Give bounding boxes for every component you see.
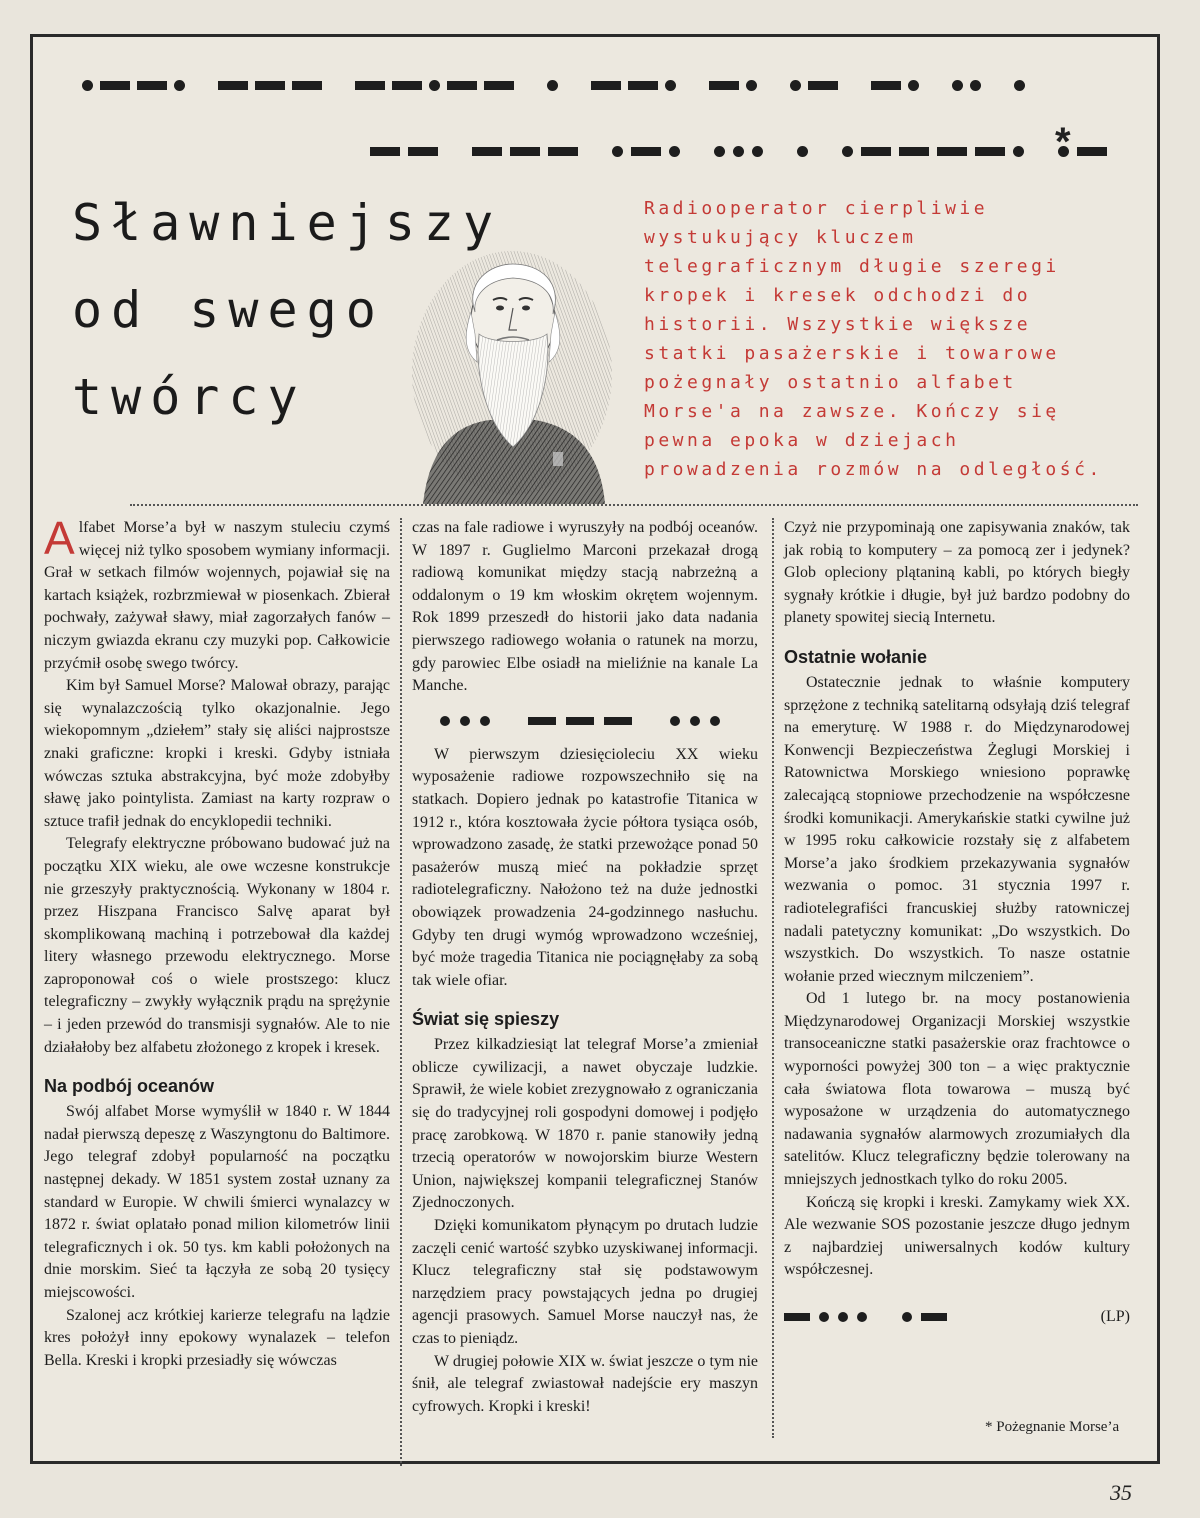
morse-dot [670, 716, 680, 726]
footnote: * Pożegnanie Morse’a [985, 1419, 1120, 1435]
morse-dash [921, 1313, 947, 1321]
drop-cap: A [44, 512, 75, 564]
paragraph: W pierwszym dziesięcioleciu XX wieku wyposażenie radiowe rozpowszechniło się na statkach. Dopiero jednak po katastrofie Titanica w 1912 r., która kosztowała życie półtora tysiąca osób, wprowadzono zasadę, że statki przewożące ponad 50 pasażerów muszą mieć na pokładzie sprzęt radiotelegraficzny. Nałożono też na duże jednostki obowiązek prowadzenia 24-godzinnego nasłuchu. Gdyby ten drugi wymóg wprowadzono wcześniej, być może tragedia Titanica nie pociągnęłaby za sobą tak wiele ofiar. [412, 745, 758, 989]
morse-dot [710, 716, 720, 726]
morse-dot [612, 146, 623, 157]
morse-dash [370, 147, 400, 156]
morse-dash [899, 147, 929, 156]
morse-dash [604, 717, 632, 725]
morse-dash [392, 81, 422, 90]
morse-dash [937, 147, 967, 156]
morse-dash [861, 147, 891, 156]
morse-dot [797, 146, 808, 157]
morse-dash [484, 81, 514, 90]
paragraph: czas na fale radiowe i wyruszyły na podbój oceanów. W 1897 r. Guglielmo Marconi przekazał drogą radiową komunikat między stacją nabrzeżną a oddalonym o 19 km włoskim okrętem wojennym. Rok 1899 przeszedł do historii jako data nadania pierwszego radiowego wołania o ratunek na morzu, gdy parowiec Elbe osiadł na mieliźnie na kanale La Manche. [412, 519, 758, 695]
samuel-morse-portrait [405, 242, 620, 504]
lead-line: pożegnały ostatnio alfabet [644, 372, 1017, 393]
morse-dash [628, 81, 658, 90]
title-asterisk: * [1055, 120, 1071, 164]
signature-row [784, 1306, 1130, 1329]
paragraph: Czyż nie przypominają one zapisywania znaków, tak jak robią to komputery – za pomocą zer i jedynek? Glob opleciony plątaniną kabli, po których biegły sygnały krótkie i długie, był już bardzo podobny do planety spowitej siecią Internetu. [784, 519, 1130, 627]
morse-dash [100, 81, 130, 90]
morse-dot [82, 80, 93, 91]
morse-dash [566, 717, 594, 725]
morse-dash [1077, 147, 1107, 156]
title-line-1: Sławniejszy [72, 194, 503, 252]
morse-dot [1014, 80, 1025, 91]
morse-dash [255, 81, 285, 90]
morse-dash [784, 1313, 810, 1321]
morse-dot [908, 80, 919, 91]
column-divider-1 [400, 518, 402, 1466]
paragraph: Od 1 lutego br. na mocy postanowienia Międzynarodowej Organizacji Morskiej wszystkie transoceaniczne statki pasażerskie oraz frachtowce o wyporności powyżej 300 ton – a więc praktycznie cała światowa flota towarowa – muszą być wyposażone w urządzenia do automatycznego nadawania sygnałów alarmowych zrozumiałych dla satelitów. Klucz telegraficzny będzie tolerowany na mniejszych jednostkach tylko do roku 2005. [784, 990, 1130, 1189]
paragraph: Dzięki komunikatom płynącym po drutach ludzie zaczęli cenić wartość szybko uzyskiwanej informacji. Klucz telegraficzny stał się podstawowym narzędziem pracy powstających jedna po drugiej agencji prasowych. Samuel Morse nauczył nas, że czas to pieniądz. [412, 1217, 758, 1347]
morse-dash [709, 81, 739, 90]
section-heading: Świat się spieszy [412, 1009, 560, 1030]
morse-signature [784, 1312, 956, 1322]
morse-dot [857, 1312, 867, 1322]
morse-dash [631, 147, 661, 156]
morse-dot [690, 716, 700, 726]
header-divider [130, 504, 1138, 506]
column-3 [784, 517, 1130, 1329]
lead-line: telegraficznym długie szeregi [644, 256, 1060, 277]
morse-header-row-2 [370, 146, 1115, 157]
morse-dot [842, 146, 853, 157]
morse-dash [591, 81, 621, 90]
morse-dot [952, 80, 963, 91]
morse-separator [412, 698, 758, 744]
morse-dot [429, 80, 440, 91]
lead-line: Radiooperator cierpliwie [644, 198, 989, 219]
morse-dash [355, 81, 385, 90]
lead-line: historii. Wszystkie większe [644, 314, 1032, 335]
morse-dot [547, 80, 558, 91]
paragraph: Alfabet Morse’a był w naszym stuleciu czymś więcej niż tylko sposobem wymiany informacji. Grał w setkach filmów wojennych, pojawiał się na kartach książek, rozbrzmiewał w piosenkach. Zbierał pochwały, zażywał sławy, miał zagorzałych fanów – niczym gwiazda ekranu czy muzyki pop. Całkowicie przyćmił osobę swego twórcy. [44, 512, 390, 672]
morse-dot [746, 80, 757, 91]
section-heading: Ostatnie wołanie [784, 646, 928, 667]
article-lead [644, 194, 1104, 484]
morse-dash [218, 81, 248, 90]
morse-dot [819, 1312, 829, 1322]
paragraph: Przez kilkadziesiąt lat telegraf Morse’a zmieniał oblicze cywilizacji, a nawet obyczaje ludzkie. Sprawił, że wiele kobiet zrezygnowało z ograniczania się do tradycyjnej roli gospodyni domowej i podjęło pracę zarobkową. W 1870 r. panie stanowiły jedną trzecią operatorów w nowojorskim biurze Western Union, największej kompanii telegraficznej Stanów Zjednoczonych. [412, 1036, 758, 1212]
title-line-3: twórcy [72, 368, 307, 426]
morse-dash [548, 147, 578, 156]
morse-dash [408, 147, 438, 156]
title-line-2: od swego [72, 281, 385, 339]
column-2 [412, 517, 758, 1418]
paragraph: Swój alfabet Morse wymyślił w 1840 r. W 1844 nadał pierwszą depeszę z Waszyngtonu do Baltimore. Jego telegraf zdobył popularność na początku następnej dekady. W 1851 system został uznany za standard w Europie. W chwili śmierci wynalazcy w 1872 r. świat oplatało ponad milion kilometrów linii telegraficznych i ok. 50 tys. km kabli położonych na dnie morskim. Sieć ta łączyła ze sobą 20 tysięcy miejscowości. [44, 1103, 390, 1301]
morse-dash [528, 717, 556, 725]
morse-dot [902, 1312, 912, 1322]
column-divider-2 [772, 518, 774, 1438]
paragraph: Kończą się kropki i kreski. Zamykamy wiek XX. Ale wezwanie SOS pozostanie jeszcze długo jednym z najbardziej uniwersalnych kodów kultury współczesnej. [784, 1193, 1130, 1279]
author-initials: (LP) [1100, 1308, 1130, 1325]
morse-dot [970, 80, 981, 91]
lead-line: kropek i kresek odchodzi do [644, 285, 1032, 306]
morse-dot [733, 146, 744, 157]
morse-dot [669, 146, 680, 157]
morse-dot [790, 80, 801, 91]
morse-dash [472, 147, 502, 156]
morse-dash [871, 81, 901, 90]
morse-dot [714, 146, 725, 157]
section-heading: Na podbój oceanów [44, 1076, 215, 1097]
paragraph: Kim był Samuel Morse? Malował obrazy, parając się wynalazczością tylko okazjonalnie. Jego wiekopomnym „dziełem” stały się aliści najprostsze znaki graficzne: kropki i kreski. Gdyby istniała wówczas sztuka abstrakcyjna, być może zdobyłby sławę jako pointylista. Zamiast na karty rozpraw o sztuce trafił jednak do encyklopedii techniki. [44, 677, 390, 830]
morse-dash [510, 147, 540, 156]
paragraph: Telegrafy elektryczne próbowano budować już na początku XIX wieku, ale owe wczesne konstrukcje nie grzeszyły praktycznością. Wykonany w 1804 r. przez Hiszpana Francisco Salvę aparat był skomplikowaną machiną i potrzebował dla każdej litery własnego przewodu elektrycznego. Morse zaproponował coś o wiele prostszego: klucz telegraficzny – zwykły wyłącznik prądu na sprężynie – i jeden przewód do transmisji sygnałów. Ale to nie działałoby bez alfabetu złożonego z kropek i kresek. [44, 835, 390, 1056]
morse-dot [665, 80, 676, 91]
morse-dash [808, 81, 838, 90]
paragraph: Szalonej acz krótkiej karierze telegrafu na lądzie kres położył inny epokowy wynalazek – telefon Bella. Kreski i kropki przesiadły się wówczas [44, 1306, 390, 1369]
morse-dot [1013, 146, 1024, 157]
morse-header-row-1 [82, 80, 1032, 91]
morse-dash [137, 81, 167, 90]
morse-dot [480, 716, 490, 726]
paragraph: Ostatecznie jednak to właśnie komputery sprzężone z techniką satelitarną odsyłają dziś telegraf na emeryturę. W 1988 r. do Międzynarodowej Konwencji Bezpieczeństwa Żeglugi Morskiej i Ratownictwa Morskiego wniesiono poprawkę zalecającą stopniowe przechodzenie na współczesne środki komunikacji. Amerykańskie statki cywilne już w 1995 roku całkowicie rozstały się z alfabetem Morse’a jako środkiem przekazywania sygnałów wezwania o pomoc. 31 stycznia 1997 r. radiotelegrafiści francuskiej służby ratowniczej nadali patetyczny komunikat: „Do wszystkich. Do wszystkich. Do wszystkich. To nasze ostatnie wołanie przed wiecznym milczeniem”. [784, 673, 1130, 985]
page-number: 35 [1110, 1480, 1132, 1505]
column-1 [44, 512, 390, 1372]
morse-dash [292, 81, 322, 90]
lead-line: statki pasażerskie i towarowe [644, 343, 1060, 364]
lead-line: wystukujący kluczem [644, 227, 917, 248]
morse-dot [460, 716, 470, 726]
morse-dot [440, 716, 450, 726]
morse-dot [174, 80, 185, 91]
morse-dot [838, 1312, 848, 1322]
paragraph: W drugiej połowie XIX w. świat jeszcze o tym nie śnił, ale telegraf zwiastował nadejście ery maszyn cyfrowych. Kropki i kreski! [412, 1352, 758, 1415]
lead-line: Morse'a na zawsze. Kończy się [644, 401, 1060, 422]
lead-line: prowadzenia rozmów na odległość. [644, 459, 1103, 480]
morse-dot [752, 146, 763, 157]
morse-dash [975, 147, 1005, 156]
lead-line: pewna epoka w dziejach [644, 430, 960, 451]
morse-dash [447, 81, 477, 90]
